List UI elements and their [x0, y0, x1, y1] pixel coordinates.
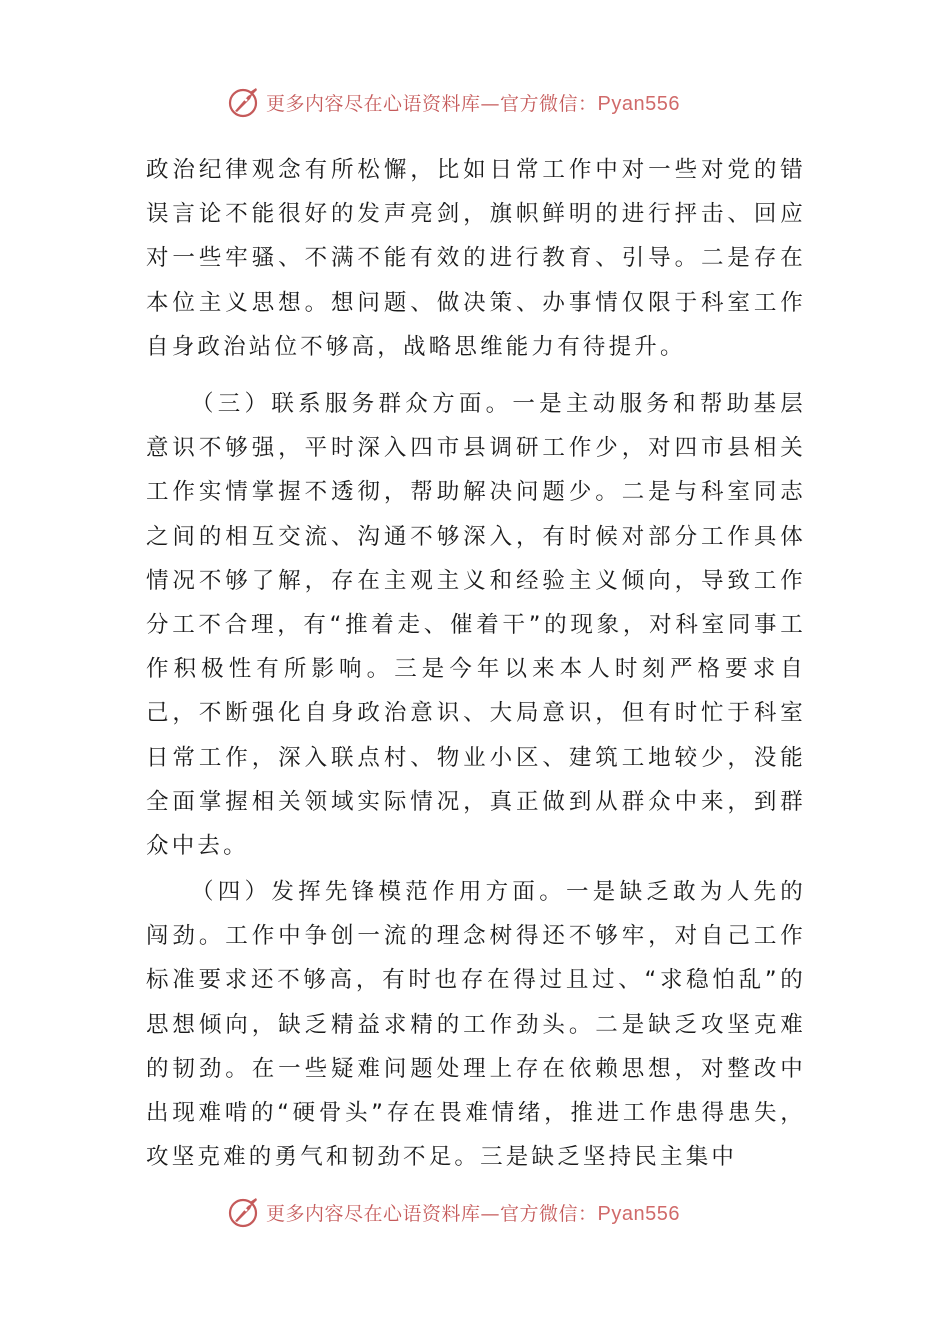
pen-nib-logo-icon	[226, 1194, 262, 1230]
watermark-text: 更多内容尽在心语资料库—官方微信：Pyan556	[266, 1202, 680, 1225]
wechat-id: Pyan556	[597, 92, 680, 115]
header-watermark	[226, 80, 680, 124]
watermark-text: 更多内容尽在心语资料库—官方微信：Pyan556	[266, 92, 680, 115]
paragraph-serving-masses: （三）联系服务群众方面。一是主动服务和帮助基层意识不够强，平时深入四市县调研工作少，对四市县相关工作实情掌握不透彻，帮助解决问题少。二是与科室同志之间的相互交流、沟通不够深入，有时候对部分工作具体情况不够了解，存在主观主义和经验主义倾向，导致工作分工不合理，有“推着走、催着干”的现象，对科室同事工作积极性有所影响。三是今年以来本人时刻严格要求自己，不断强化自身政治意识、大局意识，但有时忙于科室日常工作，深入联点村、物业小区、建筑工地较少，没能全面掌握相关领域实际情况，真正做到从群众中来，到群众中去。	[146, 391, 806, 860]
paragraph-vanguard-role: （四）发挥先锋模范作用方面。一是缺乏敢为人先的闯劲。工作中争创一流的理念树得还不够牢，对自己工作标准要求还不够高，有时也存在得过且过、“求稳怕乱”的思想倾向，缺乏精益求精的工作劲头。二是缺乏攻坚克难的韧劲。在一些疑难问题处理上存在依赖思想，对整改中出现难啃的“硬骨头”存在畏难情绪，推进工作患得患失，攻坚克难的勇气和韧劲不足。三是缺乏坚持民主集中	[146, 879, 806, 1171]
pen-nib-logo-icon	[226, 84, 262, 120]
wechat-id: Pyan556	[597, 1202, 680, 1225]
paragraph-political-discipline: 政治纪律观念有所松懈，比如日常工作中对一些对党的错误言论不能很好的发声亮剑，旗帜鲜明的进行抨击、回应对一些牢骚、不满不能有效的进行教育、引导。二是存在本位主义思想。想问题、做决策、办事情仅限于科室工作自身政治站位不够高，战略思维能力有待提升。	[146, 157, 806, 360]
footer-watermark	[226, 1190, 680, 1234]
